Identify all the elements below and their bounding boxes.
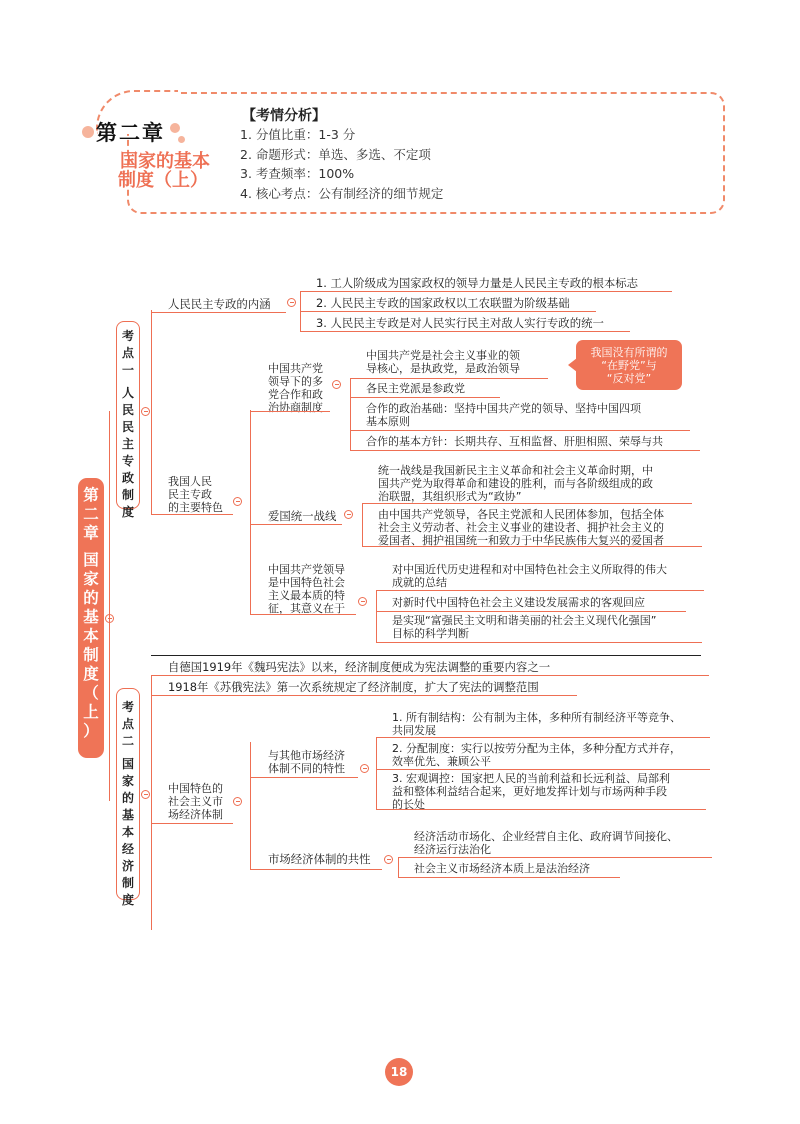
underline — [151, 514, 233, 515]
collapse-toggle-icon[interactable] — [332, 380, 341, 389]
underline — [376, 769, 710, 770]
underline — [151, 823, 233, 824]
collapse-toggle-icon[interactable] — [141, 407, 150, 416]
analysis-title: 【考情分析】 — [242, 108, 326, 124]
lingdao-item: 对中国近代历史进程和对中国特色社会主义所取得的伟大 成就的总结 — [392, 563, 667, 589]
chapter-title-line1: 国家的基本 — [120, 151, 210, 172]
collapse-toggle-icon[interactable] — [233, 797, 242, 806]
connector-line — [376, 737, 377, 809]
connector-line — [376, 590, 377, 642]
kaodian1-title: 考 点 一 人 民 民 主 专 政 制 度 — [116, 321, 140, 509]
underline — [362, 503, 692, 504]
neihan-label: 人民民主专政的内涵 — [168, 297, 271, 311]
neihan-item: 3. 人民民主专政是对人民实行民主对敌人实行专政的统一 — [316, 316, 604, 330]
connector-line — [151, 310, 152, 514]
underline — [376, 809, 706, 810]
underline — [250, 777, 358, 778]
underline — [300, 291, 672, 292]
underline — [376, 611, 686, 612]
analysis-item: 1. 分值比重：1-3 分 — [240, 127, 356, 142]
underline — [250, 614, 356, 615]
collapse-toggle-icon[interactable] — [384, 855, 393, 864]
underline — [362, 546, 702, 547]
decor-dot-icon — [82, 126, 94, 138]
gongxing-item: 经济活动市场化、企业经营自主化、政府调节间接化、 经济运行法治化 — [414, 830, 678, 856]
underline — [151, 695, 577, 696]
page-number: 18 — [385, 1058, 413, 1086]
underline — [350, 450, 700, 451]
connector-line — [350, 378, 351, 450]
underline — [376, 590, 704, 591]
history-item: 自德国1919年《魏玛宪法》以来，经济制度便成为宪法调整的重要内容之一 — [168, 660, 551, 674]
connector-line — [109, 411, 110, 801]
sidebar-chapter-title: 第 二 章 国 家 的 基 本 制 度 （ 上 ） — [78, 478, 104, 758]
underline — [300, 311, 596, 312]
duodang-item: 中国共产党是社会主义事业的领 导核心，是执政党，是政治领导 — [366, 349, 520, 375]
analysis-item: 4. 核心考点：公有制经济的细节规定 — [240, 186, 444, 201]
tese-label: 我国人民 民主专政 的主要特色 — [168, 475, 223, 514]
connector-line — [151, 675, 152, 930]
chapter-number: 第二章 — [96, 121, 165, 145]
connector-line — [250, 742, 251, 870]
analysis-item: 2. 命题形式：单选、多选、不定项 — [240, 147, 431, 162]
underline — [350, 397, 500, 398]
lingdao-item: 是实现“富强民主文明和谐美丽的社会主义现代化强国” 目标的科学判断 — [392, 614, 657, 640]
underline — [250, 411, 330, 412]
underline — [151, 675, 709, 676]
history-item: 1918年《苏俄宪法》第一次系统规定了经济制度，扩大了宪法的调整范围 — [168, 680, 539, 694]
underline — [350, 378, 548, 379]
decor-dot-icon — [170, 123, 180, 133]
underline — [250, 524, 342, 525]
duodang-item: 各民主党派是参政党 — [366, 382, 465, 395]
divider-line — [151, 655, 701, 656]
tongzhan-item: 由中国共产党领导，各民主党派和人民团体参加，包括全体 社会主义劳动者、社会主义事业的建设者、拥护社会主义的 爱国者、拥护祖国统一和致力于中华民族伟大复兴的爱国者 — [378, 508, 664, 547]
texing-item: 1. 所有制结构：公有制为主体，多种所有制经济平等竞争、 共同发展 — [392, 711, 681, 737]
collapse-toggle-icon[interactable] — [287, 298, 296, 307]
collapse-toggle-icon[interactable] — [141, 790, 150, 799]
collapse-toggle-icon[interactable] — [358, 597, 367, 606]
shichang-label: 中国特色的 社会主义市 场经济体制 — [168, 782, 223, 821]
underline — [151, 312, 286, 313]
analysis-item: 3. 考查频率：100% — [240, 166, 355, 181]
connector-line — [250, 410, 251, 614]
texing-label: 与其他市场经济 体制不同的特性 — [268, 749, 345, 775]
lingdao-label: 中国共产党领导 是中国特色社会 主义最本质的特 征，其意义在于 — [268, 563, 345, 615]
tongzhan-label: 爱国统一战线 — [268, 509, 337, 523]
collapse-toggle-icon[interactable] — [344, 510, 353, 519]
underline — [376, 642, 702, 643]
collapse-toggle-icon[interactable] — [233, 497, 242, 506]
underline — [398, 877, 620, 878]
texing-item: 3. 宏观调控：国家把人民的当前利益和长远利益、局部利 益和整体利益结合起来，更好地发挥计划与市场两种手段 的长处 — [392, 772, 670, 811]
callout-note: 我国没有所谓的 “在野党”与 “反对党” — [576, 340, 682, 390]
texing-item: 2. 分配制度：实行以按劳分配为主体，多种分配方式并存， 效率优先、兼顾公平 — [392, 742, 681, 768]
neihan-item: 1. 工人阶级成为国家政权的领导力量是人民民主专政的根本标志 — [316, 276, 639, 290]
underline — [398, 857, 712, 858]
connector-line — [398, 857, 399, 877]
chapter-title-line2: 制度（上） — [118, 170, 208, 191]
connector-line — [362, 503, 363, 546]
underline — [376, 737, 710, 738]
tongzhan-item: 统一战线是我国新民主主义革命和社会主义革命时期，中 国共产党为取得革命和建设的胜利，而与各阶级组成的政 治联盟，其组织形式为“政协” — [378, 464, 653, 503]
underline — [300, 331, 630, 332]
gongxing-item: 社会主义市场经济本质上是法治经济 — [414, 862, 590, 875]
underline — [350, 430, 690, 431]
kaodian2-title: 考 点 二 国 家 的 基 本 经 济 制 度 — [116, 688, 140, 900]
decor-dot-icon — [178, 136, 185, 143]
neihan-item: 2. 人民民主专政的国家政权以工农联盟为阶级基础 — [316, 296, 570, 310]
duodang-item: 合作的政治基础：坚持中国共产党的领导、坚持中国四项 基本原则 — [366, 402, 641, 428]
duodang-label: 中国共产党 领导下的多 党合作和政 治协商制度 — [268, 362, 323, 414]
lingdao-item: 对新时代中国特色社会主义建设发展需求的客观回应 — [392, 596, 645, 609]
collapse-toggle-icon[interactable] — [360, 764, 369, 773]
gongxing-label: 市场经济体制的共性 — [268, 852, 371, 866]
duodang-item: 合作的基本方针：长期共存、互相监督、肝胆相照、荣辱与共 — [366, 435, 663, 448]
underline — [250, 869, 382, 870]
